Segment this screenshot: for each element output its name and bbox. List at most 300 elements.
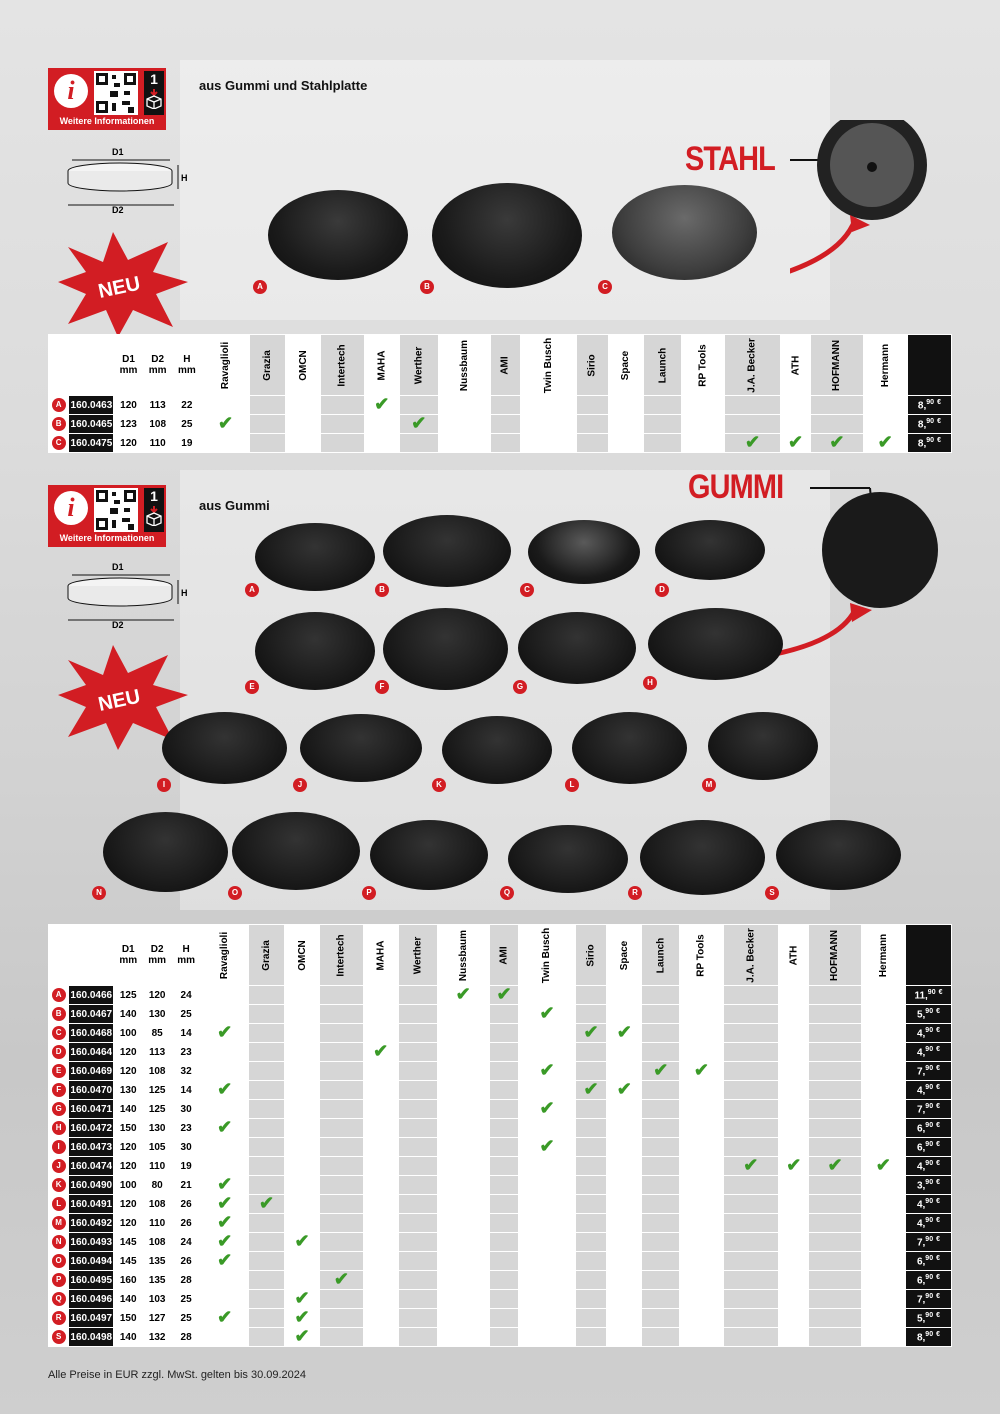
table-row[interactable] [49,1100,952,1119]
brand-cell [680,1100,723,1119]
brand-cell [201,1157,249,1176]
brand-cell [642,986,680,1005]
table-row[interactable] [49,434,952,453]
qr-code-icon[interactable] [94,71,138,115]
package-icon [145,87,163,109]
table-row[interactable] [49,1138,952,1157]
check-icon: ✔ [294,1326,310,1346]
brand-cell [519,1328,575,1347]
dim-d1: 120 [114,1214,143,1233]
brand-cell [607,1157,642,1176]
article-number: 160.0490 [69,1176,114,1195]
brand-cell [320,1252,363,1271]
brand-cell [489,1138,519,1157]
price-euros: 7, [916,1104,926,1116]
price-cents: 90 [926,398,935,406]
dim-d1: 140 [114,1290,143,1309]
brand-cell [642,1328,680,1347]
brand-cell [575,1290,607,1309]
table-row[interactable] [49,415,952,434]
article-number: 160.0494 [69,1252,114,1271]
row-letter [49,1081,69,1100]
brand-header [285,335,321,396]
brand-header [644,335,682,396]
brand-header [780,335,811,396]
dim-d2: 110 [143,1157,172,1176]
price-euros: 8, [917,438,927,450]
brand-cell [809,986,861,1005]
brand-cell [437,1043,489,1062]
price-cell [905,1157,951,1176]
dim-d2: 125 [143,1100,172,1119]
check-icon: ✔ [217,1212,233,1232]
brand-cell [779,1195,809,1214]
price-currency: € [937,398,941,406]
row-letter-badge: G [52,1102,66,1116]
brand-cell [642,1119,680,1138]
row-letter [49,434,69,453]
brand-cell [320,1119,363,1138]
brand-name: AMI [499,355,511,375]
brand-cell [577,396,609,415]
brand-cell [642,1138,680,1157]
brand-name: MAHA [375,940,387,970]
brand-cell [680,1328,723,1347]
table-row[interactable] [49,1043,952,1062]
brand-name: J.A. Becker [745,927,757,983]
header-h [172,335,201,396]
info-block[interactable] [48,68,166,130]
rubber-pad-image [508,825,628,893]
brand-cell [644,434,682,453]
brand-cell [642,1309,680,1328]
check-icon: ✔ [583,1022,599,1042]
brand-cell [520,396,576,415]
check-icon: ✔ [373,1041,389,1061]
brand-cell [575,1043,607,1062]
row-letter [49,415,69,434]
brand-cell [249,1309,285,1328]
brand-cell [642,1024,680,1043]
price-currency: € [936,1140,940,1148]
brand-header [249,925,285,986]
dim-d1: 120 [114,1195,143,1214]
header-h-label: H [182,944,190,955]
table-row[interactable] [49,1176,952,1195]
table-row[interactable] [49,1005,952,1024]
table-row[interactable] [49,1214,952,1233]
brand-header [320,925,363,986]
brand-cell [577,434,609,453]
brand-cell [575,1214,607,1233]
brand-name: Sirio [587,353,599,377]
brand-cell [363,1195,398,1214]
d2-label: D2 [112,205,124,213]
pad-letter: C [520,583,534,597]
dim-d1: 130 [114,1081,143,1100]
brand-cell [725,415,780,434]
brand-cell [519,1119,575,1138]
price-cents: 90 [925,1064,934,1072]
brand-cell [575,1176,607,1195]
price-euros: 4, [916,1161,926,1173]
rubber-pad-image [370,820,488,890]
brand-cell [680,1157,723,1176]
check-icon: ✔ [294,1231,310,1251]
brand-cell [320,1081,363,1100]
brand-cell [608,434,643,453]
check-icon: ✔ [829,432,845,452]
brand-cell [519,1138,575,1157]
check-icon: ✔ [786,1155,802,1175]
row-letter-badge: I [52,1140,66,1154]
rubber-pad-image [528,520,640,584]
d1-label: D1 [112,147,124,157]
brand-name: Grazia [261,939,273,971]
price-currency: € [936,1292,940,1300]
info-label: Weitere Informationen [59,116,155,126]
brand-cell [489,1290,519,1309]
brand-cell [809,1005,861,1024]
brand-cell [201,1176,249,1195]
dim-d2: 108 [143,1233,172,1252]
brand-cell [809,1309,861,1328]
rubber-pad-image [612,185,757,280]
brand-name: Nussbaum [457,929,469,981]
brand-cell [438,396,490,415]
pad-letter: A [253,280,267,294]
brand-cell [779,1062,809,1081]
brand-cell [575,1328,607,1347]
brand-cell [863,415,907,434]
header-unit: mm [119,955,138,966]
table-row[interactable] [49,1233,952,1252]
brand-cell [437,1100,489,1119]
brand-cell [520,415,576,434]
price-euros: 4, [916,1085,926,1097]
brand-cell [779,1138,809,1157]
check-icon: ✔ [217,1117,233,1137]
table-row[interactable] [49,1062,952,1081]
price-cents: 90 [925,1083,934,1091]
brand-cell [489,1081,519,1100]
brand-cell [489,1214,519,1233]
rubber-pad-image [655,520,765,580]
brand-cell [437,1176,489,1195]
dim-d2: 125 [143,1081,172,1100]
row-letter [49,1233,69,1252]
article-number: 160.0465 [69,415,114,434]
brand-cell [681,415,724,434]
article-number: 160.0469 [69,1062,114,1081]
check-icon: ✔ [455,984,471,1004]
brand-cell [363,1119,398,1138]
brand-cell [680,986,723,1005]
brand-cell [779,1176,809,1195]
dim-h: 25 [172,1005,201,1024]
brand-cell [861,1119,905,1138]
header-d2-label: D2 [151,354,165,365]
brand-cell [399,434,438,453]
brand-cell [520,434,576,453]
brand-cell [575,1157,607,1176]
dim-h: 23 [172,1043,201,1062]
brand-cell [680,1176,723,1195]
price-euros: 7, [916,1066,926,1078]
price-cell [907,396,951,415]
price-cents: 90 [925,1235,934,1243]
price-cell [905,1271,951,1290]
brand-cell [642,1214,680,1233]
brand-name: J.A. Becker [747,337,759,393]
rubber-pad-image [232,812,360,890]
article-number: 160.0468 [69,1024,114,1043]
brand-cell [201,1195,249,1214]
header-d2 [143,335,172,396]
brand-cell [680,1005,723,1024]
price-cents: 90 [925,1140,934,1148]
article-number: 160.0464 [69,1043,114,1062]
brand-cell [437,1271,489,1290]
brand-cell [489,1176,519,1195]
brand-cell [861,1138,905,1157]
brand-cell [811,434,863,453]
dim-h: 25 [172,1309,201,1328]
dim-d1: 120 [114,1138,143,1157]
brand-header [284,925,319,986]
brand-cell [861,1081,905,1100]
brand-name: Grazia [261,349,273,381]
brand-cell [363,1081,398,1100]
neu-badge [58,232,188,337]
brand-cell [811,415,863,434]
brand-cell [249,1252,285,1271]
article-number: 160.0495 [69,1271,114,1290]
price-euros: 11, [914,990,928,1002]
brand-cell [680,1252,723,1271]
price-euros: 5, [916,1009,926,1021]
table-row[interactable] [49,1309,952,1328]
check-icon: ✔ [294,1288,310,1308]
brand-cell [320,1328,363,1347]
brand-cell [249,1233,285,1252]
row-letter [49,1100,69,1119]
table-row[interactable] [49,1252,952,1271]
d1-label: D1 [112,562,124,572]
table-header-row [49,925,952,986]
table-row[interactable] [49,396,952,415]
brand-cell [398,1176,437,1195]
dim-d1: 100 [114,1176,143,1195]
table-row[interactable] [49,1271,952,1290]
brand-cell [681,396,724,415]
price-cell [905,1328,951,1347]
brand-cell [861,1043,905,1062]
table-row[interactable] [49,1195,952,1214]
row-letter [49,1328,69,1347]
table-row[interactable] [49,1290,952,1309]
brand-cell [642,1157,680,1176]
row-letter-badge: D [52,1045,66,1059]
brand-cell [284,1309,319,1328]
pad-letter: O [228,886,242,900]
brand-cell [250,415,286,434]
dim-d2: 108 [143,1062,172,1081]
price-cell [905,1309,951,1328]
row-letter [49,1024,69,1043]
check-icon: ✔ [743,1155,759,1175]
brand-cell [284,1233,319,1252]
table-row[interactable] [49,1119,952,1138]
brand-cell [201,1328,249,1347]
dim-d2: 113 [143,1043,172,1062]
dim-d1: 125 [114,986,143,1005]
price-header [905,925,951,986]
article-number: 160.0492 [69,1214,114,1233]
brand-header [321,335,364,396]
brand-cell [861,1195,905,1214]
row-letter-badge: N [52,1235,66,1249]
article-number: 160.0471 [69,1100,114,1119]
brand-cell [642,1005,680,1024]
brand-cell [284,1214,319,1233]
brand-cell [861,1176,905,1195]
brand-cell [249,1043,285,1062]
brand-cell [779,1252,809,1271]
price-currency: € [936,1064,940,1072]
brand-cell [320,1100,363,1119]
price-cell [907,415,951,434]
table-row[interactable] [49,1157,952,1176]
brand-cell [779,1157,809,1176]
brand-header [861,925,905,986]
article-number: 160.0497 [69,1309,114,1328]
price-cents: 90 [925,1178,934,1186]
check-icon: ✔ [616,1022,632,1042]
pad-letter: B [420,280,434,294]
brand-cell [249,1024,285,1043]
brand-cell [437,1195,489,1214]
brand-cell [607,986,642,1005]
brand-cell [363,1043,398,1062]
table-row[interactable] [49,986,952,1005]
brand-cell [320,1195,363,1214]
brand-cell [249,1081,285,1100]
brand-header [201,335,249,396]
brand-cell [779,1100,809,1119]
check-icon: ✔ [827,1155,843,1175]
table-row[interactable] [49,1081,952,1100]
brand-cell [723,1252,778,1271]
brand-cell [489,1252,519,1271]
article-number: 160.0473 [69,1138,114,1157]
price-cell [905,1043,951,1062]
table-row[interactable] [49,1328,952,1347]
row-letter [49,1271,69,1290]
rubber-pad-image [300,714,422,782]
brand-header [863,335,907,396]
dim-d2: 85 [143,1024,172,1043]
price-cell [905,1100,951,1119]
brand-cell [284,1119,319,1138]
row-letter-badge: M [52,1216,66,1230]
price-cents: 90 [925,1216,934,1224]
brand-cell [321,396,364,415]
brand-cell [285,434,321,453]
brand-header [779,925,809,986]
brand-cell [363,1271,398,1290]
brand-cell [519,1309,575,1328]
qr-code-icon[interactable] [94,488,138,532]
brand-cell [809,1100,861,1119]
brand-name: Ravaglioli [219,931,231,979]
brand-cell [519,1024,575,1043]
brand-cell [779,1214,809,1233]
price-cents: 90 [925,1197,934,1205]
brand-cell [399,396,438,415]
table-row[interactable] [49,1024,952,1043]
brand-cell [779,1024,809,1043]
dimension-diagram [60,143,190,213]
brand-cell [489,1100,519,1119]
row-letter [49,1214,69,1233]
brand-cell [723,1271,778,1290]
brand-cell [321,415,364,434]
header-blank [69,335,114,396]
h-label: H [181,173,188,183]
brand-cell [363,1157,398,1176]
brand-cell [680,1119,723,1138]
brand-cell [519,1062,575,1081]
brand-cell [723,986,778,1005]
brand-cell [723,1214,778,1233]
brand-cell [320,1309,363,1328]
brand-cell [725,434,780,453]
brand-header [575,925,607,986]
brand-cell [519,1271,575,1290]
brand-header [723,925,778,986]
header-d1 [114,335,143,396]
pad-letter: E [245,680,259,694]
h-label: H [181,588,188,598]
rubber-pad-image [776,820,901,890]
brand-cell [779,1043,809,1062]
price-header [907,335,951,396]
brand-cell [284,1062,319,1081]
brand-cell [680,1043,723,1062]
info-block[interactable] [48,485,166,547]
pad-letter: N [92,886,106,900]
brand-cell [519,1081,575,1100]
article-number: 160.0466 [69,986,114,1005]
brand-cell [809,1062,861,1081]
brand-cell [607,1214,642,1233]
dim-d1: 120 [114,1043,143,1062]
brand-cell [437,1119,489,1138]
brand-name: RP Tools [697,343,709,387]
price-table [48,924,952,1347]
brand-cell [861,1328,905,1347]
header-d2-label: D2 [150,944,164,955]
brand-cell [284,1005,319,1024]
price-currency: € [936,1330,940,1338]
article-number: 160.0467 [69,1005,114,1024]
check-icon: ✔ [539,1098,555,1118]
brand-cell [642,1176,680,1195]
brand-cell [201,434,249,453]
brand-name: HOFMANN [829,929,841,981]
header-d1-label: D1 [121,944,135,955]
